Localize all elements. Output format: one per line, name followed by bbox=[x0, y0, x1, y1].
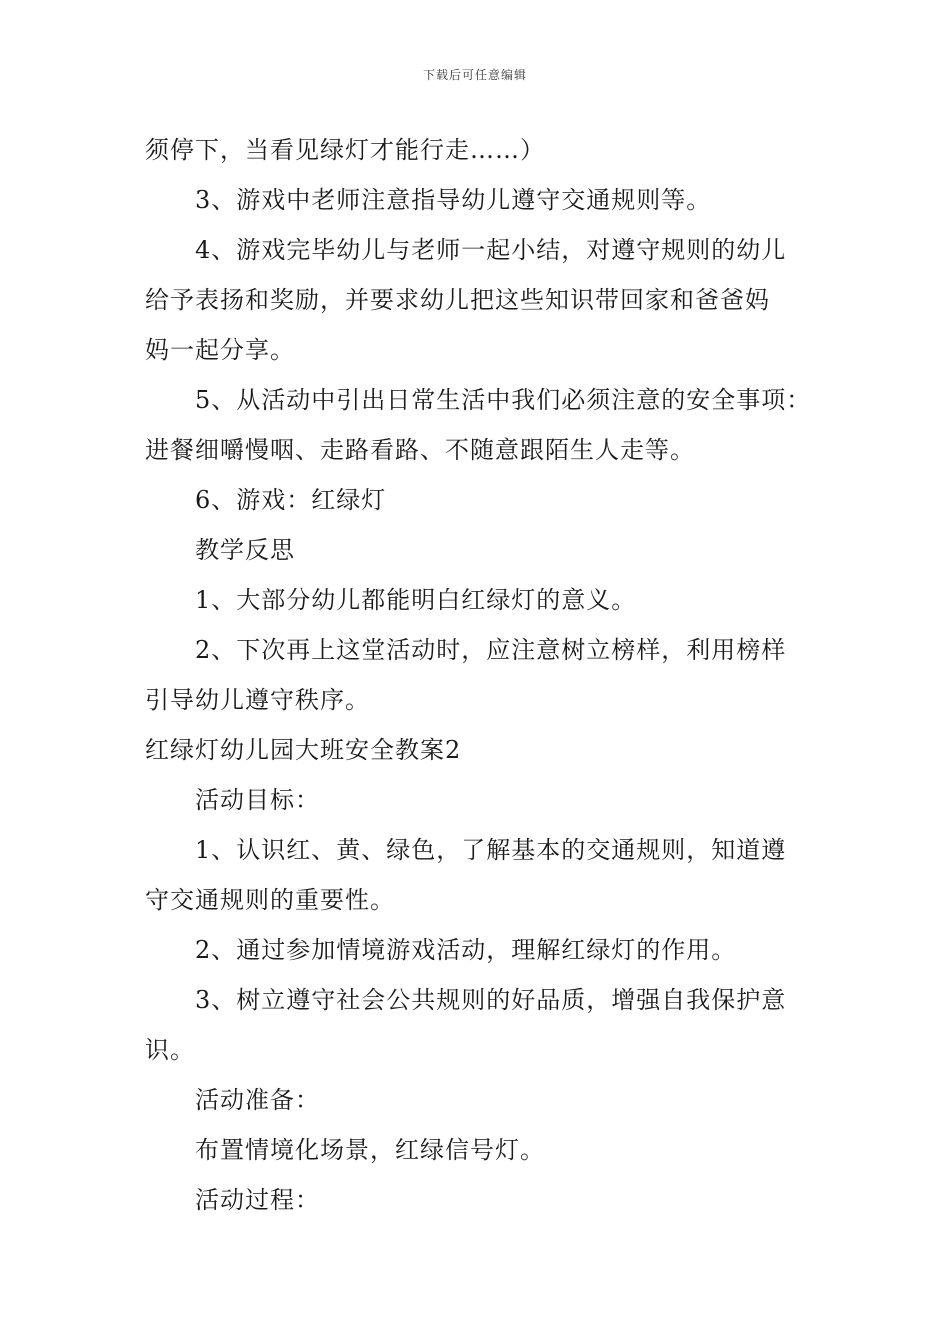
page-header-note: 下载后可任意编辑 bbox=[422, 68, 527, 82]
text-line: 须停下，当看见绿灯才能行走……） bbox=[145, 136, 545, 164]
text-line: 妈一起分享。 bbox=[145, 336, 295, 364]
text-line: 1、认识红、黄、绿色，了解基本的交通规则，知道遵 bbox=[195, 836, 787, 864]
text-line: 布置情境化场景，红绿信号灯。 bbox=[195, 1136, 545, 1164]
section-heading: 活动过程： bbox=[195, 1186, 320, 1214]
text-line: 给予表扬和奖励，并要求幼儿把这些知识带回家和爸爸妈 bbox=[145, 286, 770, 314]
text-line: 4、游戏完毕幼儿与老师一起小结，对遵守规则的幼儿 bbox=[195, 236, 787, 264]
text-line: 5、从活动中引出日常生活中我们必须注意的安全事项： bbox=[195, 386, 812, 414]
text-line: 2、通过参加情境游戏活动，理解红绿灯的作用。 bbox=[195, 936, 737, 964]
text-line: 2、下次再上这堂活动时，应注意树立榜样，利用榜样 bbox=[195, 636, 787, 664]
text-line: 守交通规则的重要性。 bbox=[145, 886, 395, 914]
section-heading: 教学反思 bbox=[195, 536, 295, 564]
text-line: 6、游戏：红绿灯 bbox=[195, 486, 387, 514]
section-heading: 活动目标： bbox=[195, 786, 320, 814]
section-heading: 活动准备： bbox=[195, 1086, 320, 1114]
text-line: 3、游戏中老师注意指导幼儿遵守交通规则等。 bbox=[195, 186, 712, 214]
text-line: 进餐细嚼慢咽、走路看路、不随意跟陌生人走等。 bbox=[145, 436, 695, 464]
text-line: 3、树立遵守社会公共规则的好品质，增强自我保护意 bbox=[195, 986, 787, 1014]
text-line: 识。 bbox=[145, 1036, 195, 1064]
document-title: 红绿灯幼儿园大班安全教案2 bbox=[145, 736, 462, 764]
text-line: 1、大部分幼儿都能明白红绿灯的意义。 bbox=[195, 586, 637, 614]
document-body bbox=[145, 125, 810, 1225]
text-line: 引导幼儿遵守秩序。 bbox=[145, 686, 370, 714]
